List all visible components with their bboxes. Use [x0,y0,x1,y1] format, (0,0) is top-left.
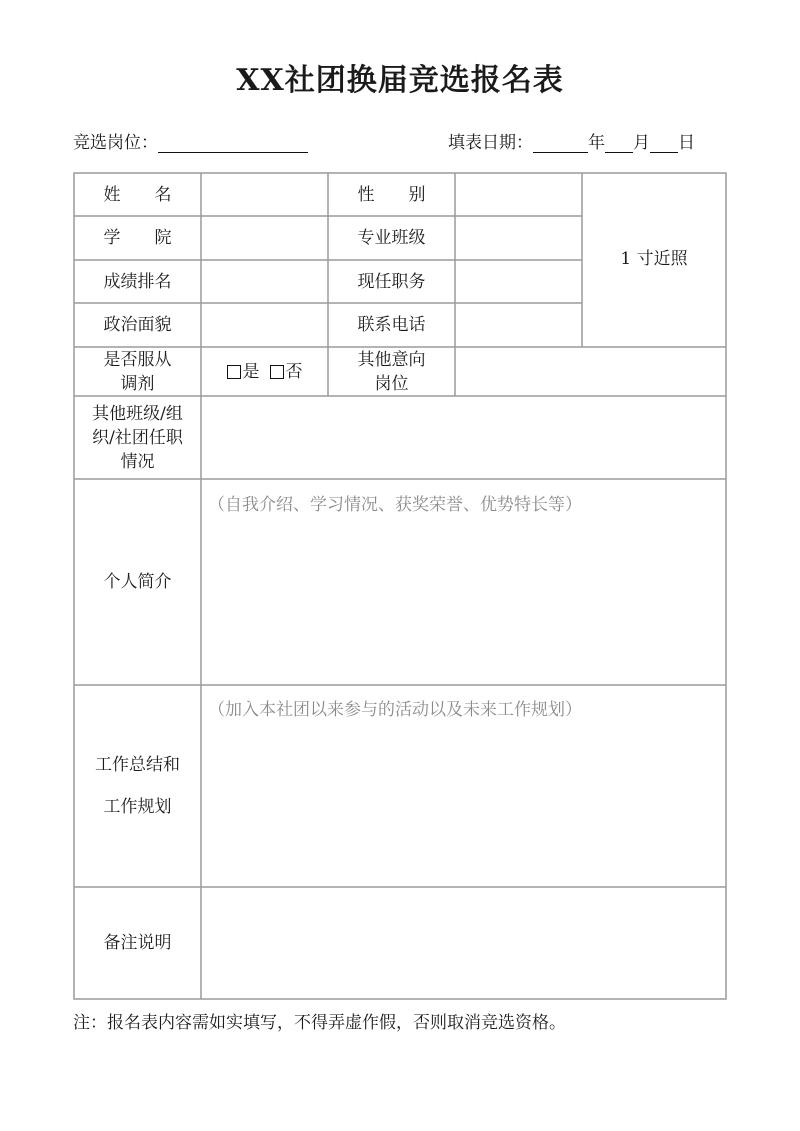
other-roles-input[interactable] [201,396,726,479]
work-hint: （加入本社团以来参与的活动以及未来工作规划） [208,700,582,720]
position-field [73,128,308,153]
other-position-input[interactable] [455,347,726,396]
college-input[interactable] [201,216,328,260]
major-class-input[interactable] [455,216,582,260]
remarks-label: 备注说明 [103,933,172,953]
other-position-label [328,347,455,396]
other-roles-label [74,396,201,479]
gender-label: 性 别 [357,184,426,205]
phone-input[interactable] [455,303,582,347]
position-blank[interactable] [158,134,308,153]
obey-line2: 调剂 [120,373,155,394]
year-blank[interactable] [533,134,588,153]
footnote: 注：报名表内容需如实填写，不得弄虚作假，否则取消竞选资格。 [73,1013,566,1033]
other-roles-line3: 情况 [120,451,155,472]
date-label: 填表日期： [448,133,533,153]
photo-label: 1 寸近照 [620,249,688,269]
gender-input[interactable] [455,173,582,216]
position-label: 竞选岗位： [73,133,158,153]
college-label: 学 院 [103,228,172,248]
current-post-label: 现任职务 [357,271,426,292]
work-label-line1: 工作总结和 [95,755,180,775]
no-checkbox[interactable] [270,365,284,379]
intro-hint: （自我介绍、学习情况、获奖荣誉、优势特长等） [208,495,582,515]
remarks-input[interactable] [201,887,726,999]
other-pos-line1: 其他意向 [357,349,426,370]
obey-adjust-options [201,347,328,396]
work-label-line2: 工作规划 [103,797,172,817]
intro-label: 个人简介 [103,572,172,592]
work-label [74,685,201,887]
yes-checkbox[interactable] [227,365,241,379]
year-label: 年 [588,133,605,153]
obey-adjust-label [74,347,201,396]
other-roles-line2: 织/社团任职 [92,427,183,448]
day-label: 日 [678,133,695,153]
grade-rank-label: 成绩排名 [103,271,172,292]
no-label: 否 [285,361,303,382]
major-class-label: 专业班级 [357,228,426,248]
political-status-label: 政治面貌 [103,315,172,335]
photo-area[interactable] [582,173,726,347]
month-blank[interactable] [605,134,633,153]
name-input[interactable] [201,173,328,216]
grade-rank-input[interactable] [201,260,328,303]
yes-label: 是 [242,361,260,382]
name-label: 姓 名 [103,184,172,205]
obey-line1: 是否服从 [103,349,172,370]
day-blank[interactable] [650,134,678,153]
other-roles-line1: 其他班级/组 [92,403,183,424]
month-label: 月 [633,133,650,153]
current-post-input[interactable] [455,260,582,303]
form-title: XX社团换届竞选报名表 [236,63,564,98]
other-pos-line2: 岗位 [374,373,409,394]
political-status-input[interactable] [201,303,328,347]
date-field [448,128,695,153]
phone-label: 联系电话 [357,315,426,335]
